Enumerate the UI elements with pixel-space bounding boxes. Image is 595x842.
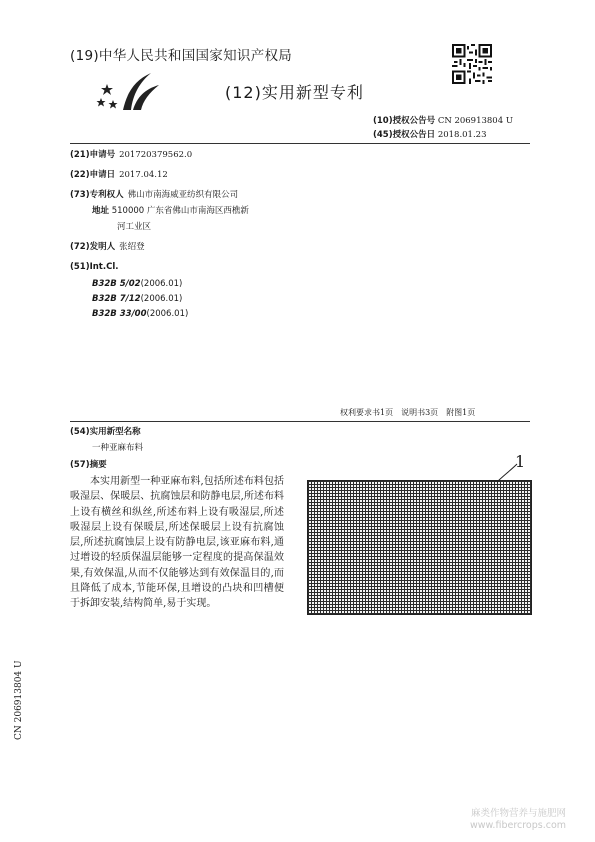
address xyxy=(92,204,249,216)
document-type: (12)实用新型专利 xyxy=(225,83,364,102)
address-line-1: 510000 广东省佛山市南海区西樵新 xyxy=(111,206,249,216)
watermark xyxy=(470,808,566,832)
publication-number xyxy=(373,114,513,126)
utility-model-title: 一种亚麻布料 xyxy=(92,443,144,453)
office-name: (19)中华人民共和国国家知识产权局 xyxy=(70,48,293,64)
inventor-value: 张绍登 xyxy=(119,242,145,252)
inventor xyxy=(70,240,145,252)
abstract-text: 本实用新型一种亚麻布料,包括所述布料包括吸湿层、保暖层、抗腐蚀层和防静电层,所述布料上设有横丝和纵丝,所述布料上设有吸湿层,所述吸湿层上设有保暖层,所述保暖层上设有抗腐蚀层,所述抗腐蚀层上设有防静电层,该亚麻布料,通过增设的轻质保温层能够一定程度的提高保温效果,有效保温,从而不仅能够达到有效保温目的,而且降低了成本,节能环保,且增设的凸块和凹槽便于拆卸安装,结构简单,易于实现。 xyxy=(70,476,284,610)
patentee-label: (73)专利权人 xyxy=(70,190,124,200)
watermark-line-1: 麻类作物营养与施肥网 xyxy=(471,808,567,819)
publication-date-label: (45)授权公告日 xyxy=(373,130,436,140)
application-date xyxy=(70,168,168,180)
intcl-label: (51)Int.Cl. xyxy=(70,262,119,272)
abstract-label: (57)摘要 xyxy=(70,460,107,470)
ipc-code: B32B 5/02 xyxy=(92,279,141,289)
page-counts xyxy=(340,407,483,418)
body-divider xyxy=(70,421,530,422)
cnipa-emblem-icon xyxy=(93,70,163,116)
ipc-code: B32B 7/12 xyxy=(92,294,141,304)
ipc-entry xyxy=(92,294,182,304)
ipc-code: B32B 33/00 xyxy=(92,309,147,319)
application-number xyxy=(70,148,192,160)
ipc-version: (2006.01) xyxy=(140,294,183,304)
application-date-value: 2017.04.12 xyxy=(119,170,168,180)
address-line-2: 河工业区 xyxy=(117,222,152,232)
publication-date-value: 2018.01.23 xyxy=(437,130,487,140)
address-label: 地址 xyxy=(92,206,110,216)
utility-model-title-label: (54)实用新型名称 xyxy=(70,427,141,437)
inventor-label: (72)发明人 xyxy=(70,242,116,252)
patentee-value: 佛山市南海威亚纺织有限公司 xyxy=(127,190,239,200)
claims-pages: 权利要求书1页 xyxy=(340,408,394,417)
application-number-value: 201720379562.0 xyxy=(119,150,193,160)
publication-date xyxy=(373,128,486,140)
publication-number-label: (10)授权公告号 xyxy=(373,116,436,126)
header-divider xyxy=(70,143,530,144)
drawings-pages: 附图1页 xyxy=(446,408,476,417)
ipc-entry xyxy=(92,279,182,289)
ipc-entry xyxy=(92,309,188,319)
side-publication-number: CN 206913804 U xyxy=(14,660,24,740)
figure-reference-number: 1 xyxy=(515,452,526,471)
watermark-line-2: www.fibercrops.com xyxy=(470,820,567,831)
qr-code-icon xyxy=(452,44,492,84)
publication-number-value: CN 206913804 U xyxy=(437,116,513,126)
application-number-label: (21)申请号 xyxy=(70,150,116,160)
ipc-version: (2006.01) xyxy=(146,309,189,319)
description-pages: 说明书3页 xyxy=(401,408,439,417)
ipc-version: (2006.01) xyxy=(140,279,183,289)
fabric-drawing xyxy=(307,480,532,615)
application-date-label: (22)申请日 xyxy=(70,170,116,180)
patentee xyxy=(70,188,238,200)
